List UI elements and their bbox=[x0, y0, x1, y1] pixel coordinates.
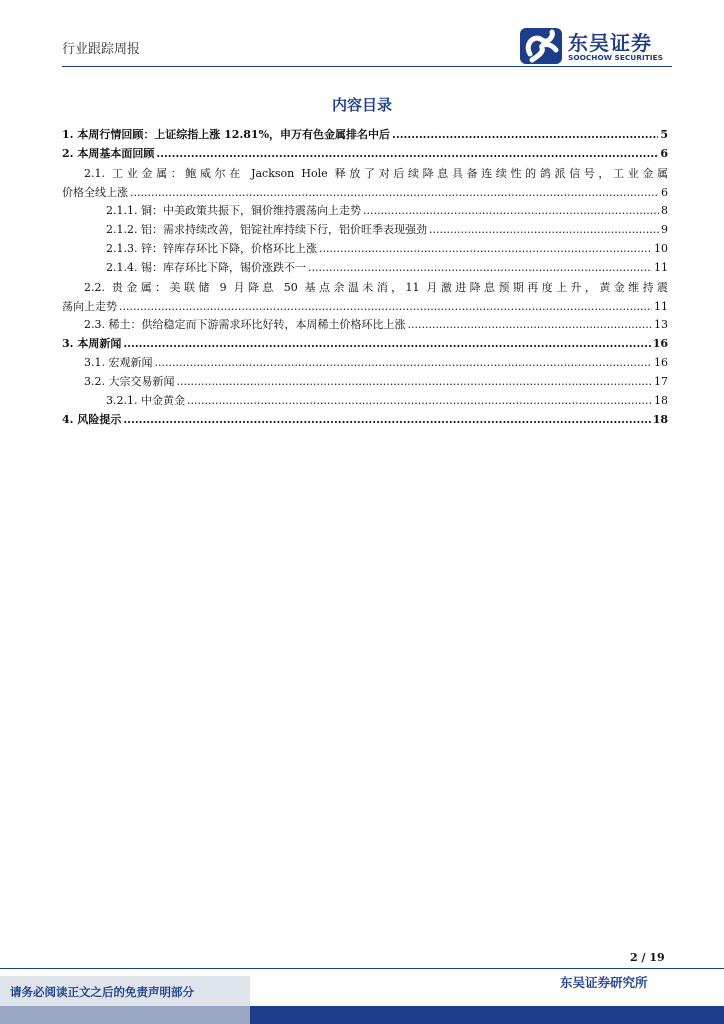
company-logo bbox=[520, 26, 680, 66]
toc-entry[interactable] bbox=[62, 145, 668, 164]
toc-entry-page: 8 bbox=[661, 204, 668, 217]
toc-entry-page: 6 bbox=[660, 147, 668, 160]
toc-entry-page: 18 bbox=[652, 413, 668, 426]
toc-leader-dots bbox=[429, 223, 659, 236]
toc-entry-text: 3.2. 大宗交易新闻 bbox=[84, 375, 175, 388]
toc-title: 内容目录 bbox=[331, 96, 392, 114]
toc-entry-page: 11 bbox=[654, 261, 668, 274]
toc-leader-dots bbox=[123, 337, 650, 350]
toc-entry[interactable] bbox=[62, 259, 668, 278]
logo-text-cn: 东吴证券 bbox=[568, 31, 652, 55]
toc-leader-dots bbox=[187, 394, 652, 407]
footer-disclaimer-box bbox=[0, 976, 250, 1006]
toc-entry-text-cont: 荡向上走势 bbox=[62, 300, 117, 313]
toc-entry-text: 3.1. 宏观新闻 bbox=[84, 356, 153, 369]
toc-leader-dots bbox=[119, 297, 652, 316]
toc-entry-text: 2.1.4. 锡：库存环比下降，锡价涨跌不一 bbox=[106, 261, 306, 274]
toc-entry[interactable] bbox=[62, 164, 668, 202]
footer-disclaimer-text: 请务必阅读正文之后的免责声明部分 bbox=[10, 985, 194, 999]
toc-entry[interactable] bbox=[62, 392, 668, 411]
toc-entry-page: 18 bbox=[654, 394, 668, 407]
toc-leader-dots bbox=[363, 204, 659, 217]
toc-entry[interactable] bbox=[62, 278, 668, 316]
toc-leader-dots bbox=[392, 128, 658, 141]
toc-entry-text: 2.1.1. 铜：中美政策共振下，铜价维持震荡向上走势 bbox=[106, 204, 361, 217]
toc-leader-dots bbox=[155, 356, 653, 369]
footer-divider bbox=[0, 968, 724, 969]
toc-entry-text: 4. 风险提示 bbox=[62, 413, 122, 426]
toc-entry[interactable] bbox=[62, 240, 668, 259]
toc-entry[interactable] bbox=[62, 411, 668, 430]
footer-company-name: 东吴证券研究所 bbox=[560, 975, 648, 990]
toc-entry[interactable] bbox=[62, 316, 668, 335]
toc-entry[interactable] bbox=[62, 221, 668, 240]
toc-leader-dots bbox=[156, 147, 658, 160]
toc-leader-dots bbox=[177, 375, 653, 388]
toc-leader-dots bbox=[308, 261, 652, 274]
toc-entry-text-cont: 价格全线上涨 bbox=[62, 186, 128, 199]
toc-entry[interactable] bbox=[62, 373, 668, 392]
toc-entry-text: 2.3. 稀土：供给稳定而下游需求环比好转，本周稀土价格环比上涨 bbox=[84, 318, 406, 331]
toc-leader-dots bbox=[319, 242, 652, 255]
page-number: 2 / 19 bbox=[630, 951, 665, 964]
toc-entry[interactable] bbox=[62, 354, 668, 373]
toc-entry-page: 5 bbox=[660, 128, 668, 141]
toc-entry[interactable] bbox=[62, 335, 668, 354]
toc-leader-dots bbox=[130, 183, 659, 202]
toc-entry-text: 2.1.2. 铝：需求持续改善，铝锭社库持续下行，铝价旺季表现强劲 bbox=[106, 223, 427, 236]
logo-mark-icon bbox=[520, 26, 564, 66]
toc-entry-page: 16 bbox=[654, 356, 668, 369]
toc-entry-text: 2.1.3. 锌：锌库存环比下降，价格环比上涨 bbox=[106, 242, 317, 255]
toc-entry-text: 3.2.1. 中金黄金 bbox=[106, 394, 185, 407]
toc-entry-page: 9 bbox=[661, 223, 668, 236]
toc-entry[interactable] bbox=[62, 126, 668, 145]
toc-entry-page: 13 bbox=[654, 318, 668, 331]
table-of-contents bbox=[62, 126, 668, 430]
toc-entry[interactable] bbox=[62, 202, 668, 221]
toc-entry-page: 10 bbox=[654, 242, 668, 255]
logo-text-en: SOOCHOW SECURITIES bbox=[568, 53, 663, 62]
toc-entry-text: 3. 本周新闻 bbox=[62, 337, 122, 350]
header-divider bbox=[62, 66, 672, 67]
toc-entry-text: 1. 本周行情回顾：上证综指上涨 12.81%，申万有色金属排名中后 bbox=[62, 128, 391, 141]
toc-entry-page: 17 bbox=[654, 375, 668, 388]
toc-leader-dots bbox=[123, 413, 650, 426]
toc-entry-page: 16 bbox=[652, 337, 668, 350]
footer-bar-accent bbox=[0, 1006, 250, 1024]
toc-leader-dots bbox=[408, 318, 653, 331]
toc-entry-page: 6 bbox=[661, 186, 668, 199]
header-doc-type: 行业跟踪周报 bbox=[62, 42, 141, 57]
toc-entry-page: 11 bbox=[654, 300, 668, 313]
toc-entry-text: 2. 本周基本面回顾 bbox=[62, 147, 155, 160]
toc-entry-text: 2.1. 工业金属：鲍威尔在 Jackson Hole 释放了对后续降息具备连续性的鸽派信号，工业金属 bbox=[84, 167, 668, 180]
toc-entry-text: 2.2. 贵金属：美联储 9 月降息 50 基点余温未消，11 月激进降息预期再度上升，黄金维持震 bbox=[84, 281, 668, 294]
